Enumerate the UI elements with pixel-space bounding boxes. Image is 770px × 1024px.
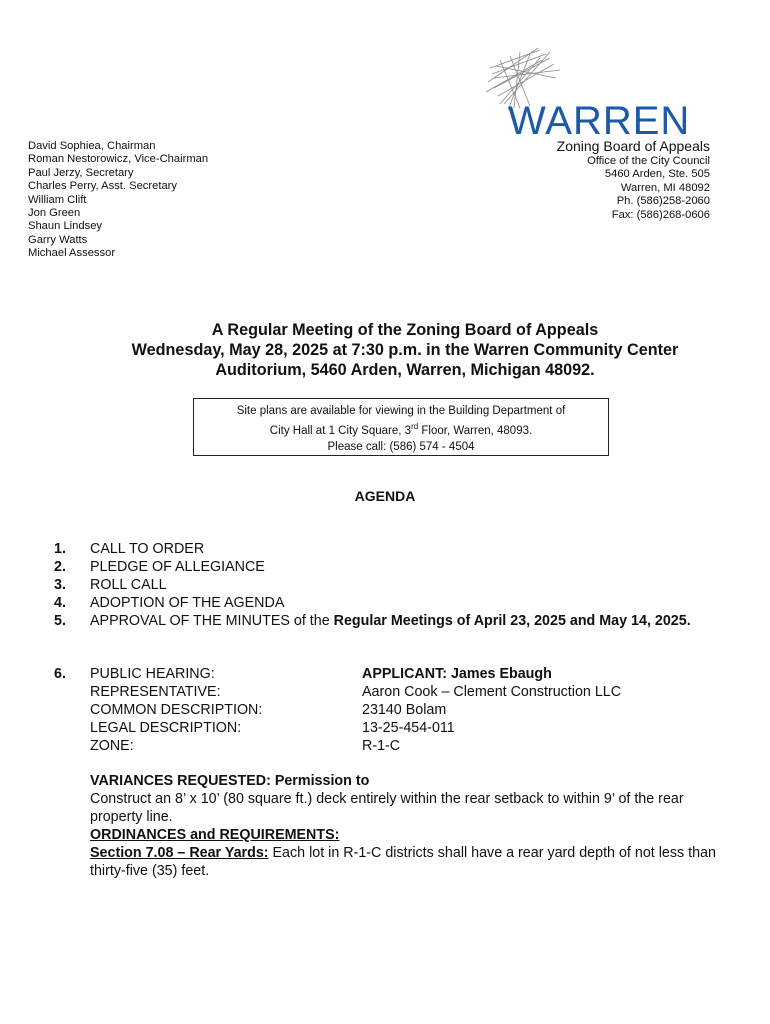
member-name: Jon Green xyxy=(28,207,81,220)
member-name: David Sophiea, Chairman xyxy=(28,140,156,152)
office-line: Office of the City Council xyxy=(587,155,710,167)
hearing-labels: PUBLIC HEARING: REPRESENTATIVE: COMMON DESCRIPTION: LEGAL DESCRIPTION: ZONE: xyxy=(90,666,263,754)
member-name: Michael Assessor xyxy=(28,247,116,260)
legal-description: 13-25-454-011 xyxy=(362,720,455,736)
hearing-number: 6. xyxy=(54,666,66,682)
office-line: Ph. (586)258-2060 xyxy=(616,195,710,208)
hearing-values xyxy=(362,665,621,755)
member-name: Charles Perry, Asst. Secretary xyxy=(28,180,178,193)
site-plans-notice xyxy=(193,398,609,456)
warren-logo-icon xyxy=(480,48,716,140)
applicant: APPLICANT: James Ebaugh xyxy=(362,666,552,682)
office-line: 5460 Arden, Ste. 505 xyxy=(604,168,710,181)
ordinances-label: ORDINANCES and REQUIREMENTS: xyxy=(90,827,340,843)
hearing-details xyxy=(90,772,730,880)
notice-line: Site plans are available for viewing in the Building Department of xyxy=(236,405,566,417)
notice-line: City Hall at 1 City Square, 3rd Floor, Warren, 48093. xyxy=(269,422,533,438)
representative: Aaron Cook – Clement Construction LLC xyxy=(362,684,622,700)
variances-text: Construct an 8’ x 10’ (80 square ft.) deck entirely within the rear setback to within 9’ of the rear property line. xyxy=(90,791,684,825)
member-name: Paul Jerzy, Secretary xyxy=(28,166,134,179)
member-name: Shaun Lindsey xyxy=(28,220,103,233)
board-members-list xyxy=(28,140,208,261)
warren-logo xyxy=(480,48,716,140)
heading-line: A Regular Meeting of the Zoning Board of Appeals xyxy=(211,321,599,339)
notice-line: Please call: (586) 574 - 4504 xyxy=(327,440,475,453)
office-line: Warren, MI 48092 xyxy=(620,181,710,194)
common-description: 23140 Bolam xyxy=(362,702,447,718)
heading-line: Wednesday, May 28, 2025 at 7:30 p.m. in the Warren Community Center xyxy=(131,341,679,359)
heading-line: Auditorium, 5460 Arden, Warren, Michigan 48092. xyxy=(215,361,595,379)
zone: R-1-C xyxy=(362,738,401,754)
office-line: Fax: (586)268-0606 xyxy=(611,208,710,221)
svg-text:WARREN: WARREN xyxy=(508,99,691,140)
member-name: Garry Watts xyxy=(28,233,88,246)
office-title: Zoning Board of Appeals xyxy=(556,138,710,154)
section-text: Section 7.08 – Rear Yards: Each lot in R-1-C districts shall have a rear yard depth of not less than thirty-five (35) feet. xyxy=(90,845,716,879)
meeting-heading xyxy=(60,320,750,380)
office-info xyxy=(557,138,710,222)
member-name: William Clift xyxy=(28,193,87,206)
agenda-title: AGENDA xyxy=(354,488,416,504)
member-name: Roman Nestorowicz, Vice-Chairman xyxy=(28,153,209,166)
variances-label: VARIANCES REQUESTED: Permission to xyxy=(90,773,370,789)
